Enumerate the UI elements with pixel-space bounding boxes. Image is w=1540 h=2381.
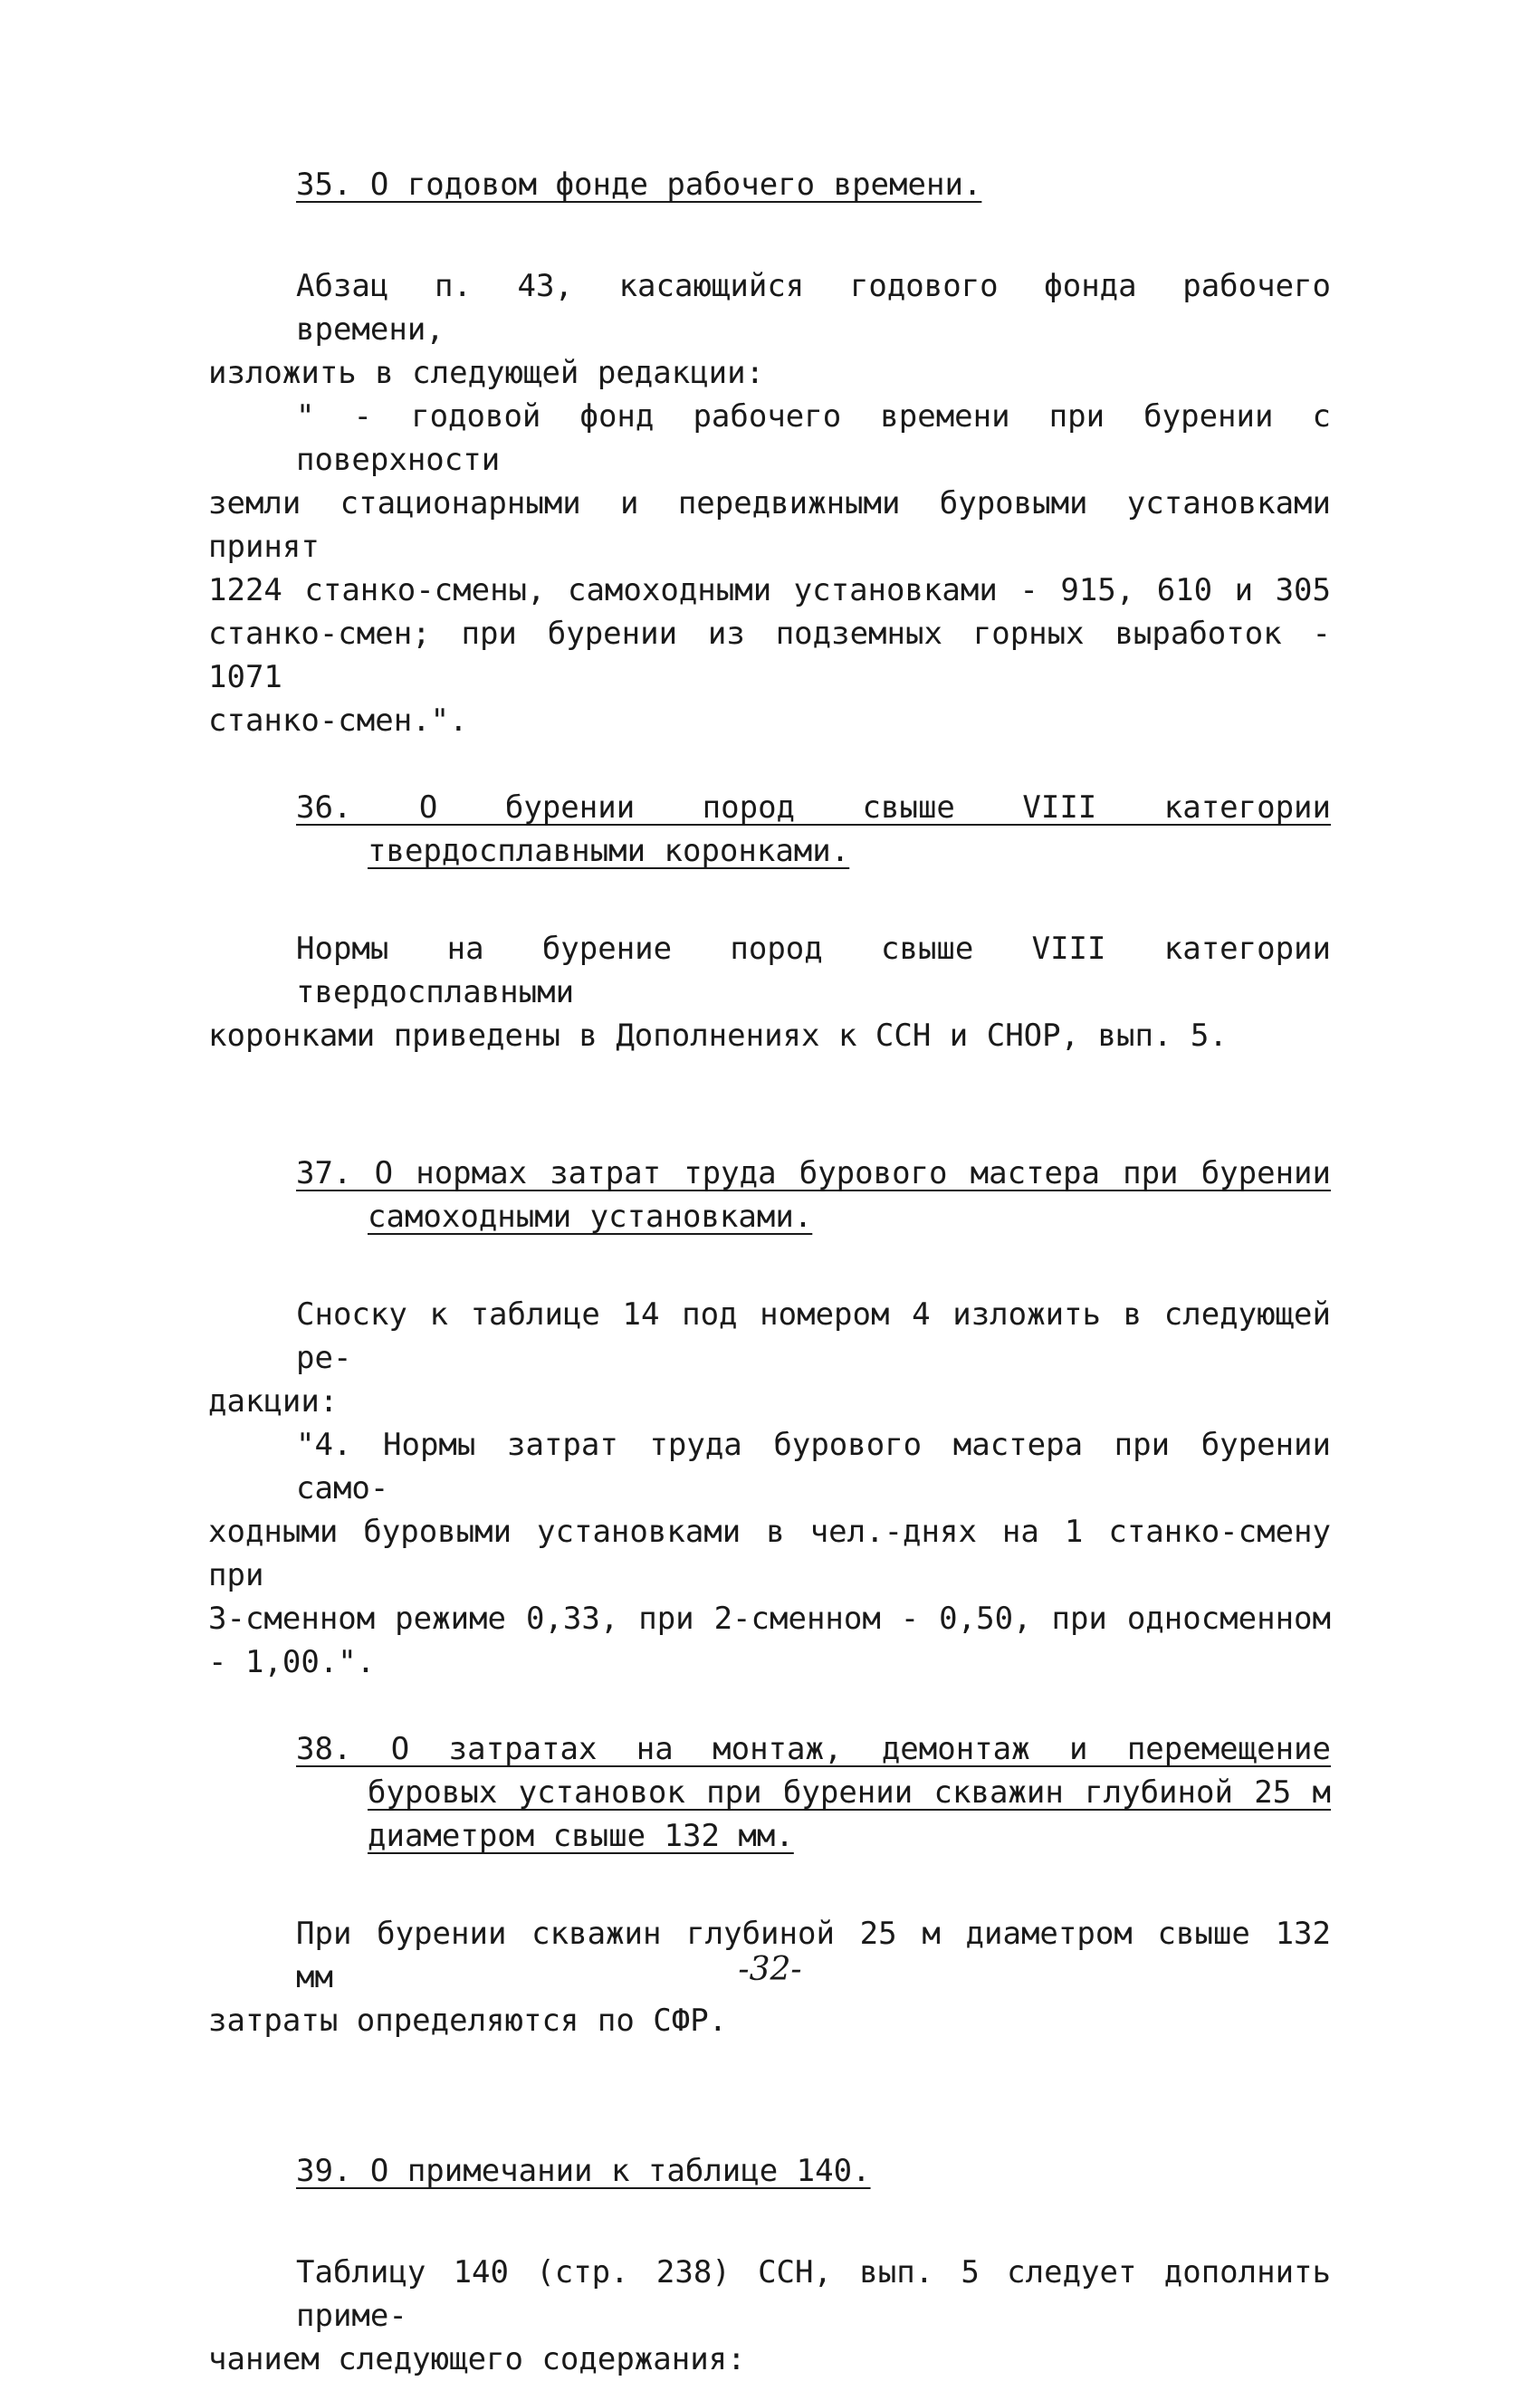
section-37-line: ходными буровыми установками в чел.-днях на 1 станко-смену при <box>208 1514 1331 1593</box>
section-35-line: " - годовой фонд рабочего времени при бурении с поверхности <box>296 398 1331 478</box>
section-39-line: чанием следующего содержания: <box>208 2341 746 2377</box>
section-35-body <box>208 264 1331 742</box>
section-35-line: 1224 станко-смены, самоходными установками - 915, 610 и 305 <box>208 572 1331 608</box>
section-35-line: земли стационарными и передвижными буровыми установками принят <box>208 485 1331 565</box>
section-37-heading: 37. О нормах затрат труда бурового мастера при бурении самоходными установками. <box>296 1155 1331 1235</box>
section-35-line: станко-смен.". <box>208 703 468 739</box>
section-38-line: затраты определяются по СФР. <box>208 2003 728 2039</box>
section-38-heading: 38. О затратах на монтаж, демонтаж и перемещение буровых установок при бурении скважин глубиной 25 м диаметром свыше 132 мм. <box>296 1731 1331 1854</box>
section-37-line: - 1,00.". <box>208 1644 376 1680</box>
section-35-line: станко-смен; при бурении из подземных горных выработок - 1071 <box>208 616 1331 695</box>
section-36-body <box>208 927 1331 1057</box>
section-38-line: При бурении скважин глубиной 25 м диаметром свыше 132 мм <box>296 1916 1331 1995</box>
section-39-body <box>208 2251 1331 2381</box>
section-37-body <box>208 1293 1331 1684</box>
section-37-line: 3-сменном режиме 0,33, при 2-сменном - 0,50, при односменном <box>208 1601 1331 1637</box>
section-36-heading: 36. О бурении пород свыше VIII категории твердосплавными коронками. <box>296 789 1331 869</box>
document-page <box>208 163 1331 2381</box>
section-36-line: Нормы на бурение пород свыше VIII категории твердосплавными <box>296 931 1331 1010</box>
section-37-line: Сноску к таблице 14 под номером 4 изложить в следующей ре- <box>296 1296 1331 1376</box>
page-number: -32- <box>738 1951 802 1988</box>
section-35-heading: 35. О годовом фонде рабочего времени. <box>296 167 982 203</box>
section-36-line: коронками приведены в Дополнениях к ССН и СНОР, вып. 5. <box>208 1018 1228 1054</box>
section-35-line: Абзац п. 43, касающийся годового фонда рабочего времени, <box>296 268 1331 348</box>
section-35-line: изложить в следующей редакции: <box>208 355 765 391</box>
section-37-line: "4. Нормы затрат труда бурового мастера при бурении само- <box>296 1427 1331 1506</box>
section-39-heading: 39. О примечании к таблице 140. <box>296 2153 871 2189</box>
section-39-line: Таблицу 140 (стр. 238) ССН, вып. 5 следует дополнить приме- <box>296 2254 1331 2334</box>
section-37-line: дакции: <box>208 1383 339 1420</box>
